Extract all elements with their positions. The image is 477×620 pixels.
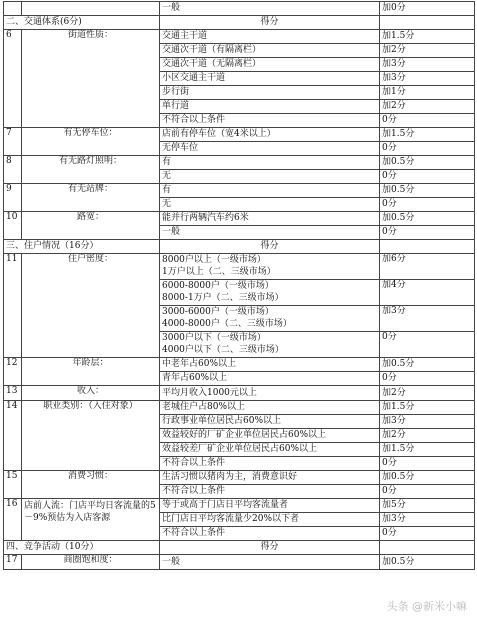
- score-header: 得分: [160, 541, 380, 555]
- score-cell: 加1.5分: [380, 128, 475, 142]
- section-header-row: [4, 16, 475, 30]
- table-row: [4, 30, 475, 44]
- item-label: 职业类别：（入住对象）: [22, 401, 160, 471]
- item-number: 16: [4, 499, 22, 541]
- condition-cell: 行政事业单位居民占60%以上: [160, 415, 380, 429]
- condition-cell: 有: [160, 156, 380, 170]
- condition-cell: 无: [160, 198, 380, 212]
- condition-cell: 无: [160, 170, 380, 184]
- table-row: [4, 128, 475, 142]
- condition-line: 8000-1万户（二、三级市场）: [162, 293, 284, 303]
- condition-cell: 比门店日平均客流量少20%以下者: [160, 513, 380, 527]
- condition-line: 3000户以下（一级市场）: [162, 333, 266, 343]
- section-title: 三、住户情况（16分）: [4, 240, 160, 254]
- table-row: [4, 358, 475, 372]
- table-row: [4, 555, 475, 570]
- item-number: 12: [4, 358, 22, 386]
- item-number: 6: [4, 30, 22, 128]
- condition-cell: [160, 306, 380, 332]
- item-number: 7: [4, 128, 22, 156]
- score-cell: 0分: [380, 457, 475, 471]
- score-cell: 加0.5分: [380, 555, 475, 570]
- score-cell: 加1.5分: [380, 443, 475, 457]
- condition-cell: 交通主干道: [160, 30, 380, 44]
- score-cell: 加3分: [380, 72, 475, 86]
- item-number: 13: [4, 386, 22, 401]
- condition-cell: 生活习惯以猪肉为主，消费意识好: [160, 471, 380, 485]
- score-cell: 0分: [380, 485, 475, 499]
- score-cell: 加2分: [380, 386, 475, 401]
- score-header: 得分: [160, 16, 380, 30]
- condition-cell: 有: [160, 184, 380, 198]
- table-row: [4, 184, 475, 198]
- score-cell: 加0分: [380, 2, 475, 16]
- item-number: [4, 2, 22, 16]
- item-number: 9: [4, 184, 22, 212]
- condition-cell: 老城住户占80%以上: [160, 401, 380, 415]
- blank-cell: [380, 240, 475, 254]
- condition-cell: 一般: [160, 226, 380, 240]
- condition-line: 6000-8000户（一级市场）: [162, 281, 274, 291]
- score-cell: 加3分: [380, 513, 475, 527]
- score-cell: 0分: [380, 372, 475, 386]
- score-cell: 0分: [380, 527, 475, 541]
- blank-cell: [380, 541, 475, 555]
- score-cell: 0分: [380, 142, 475, 156]
- condition-cell: 店前有停车位（宽4米以上）: [160, 128, 380, 142]
- score-cell: 加3分: [380, 306, 475, 332]
- table-row: [4, 499, 475, 513]
- condition-cell: 单行道: [160, 100, 380, 114]
- watermark: 头条 @新米小嘛: [386, 600, 467, 613]
- item-number: 15: [4, 471, 22, 499]
- score-cell: 加0.5分: [380, 184, 475, 198]
- condition-line: 8000户以上（一级市场）: [162, 255, 266, 265]
- condition-cell: [160, 332, 380, 358]
- score-cell: 加4分: [380, 280, 475, 306]
- item-number: 11: [4, 254, 22, 358]
- score-cell: 0分: [380, 198, 475, 212]
- item-label: 收入：: [22, 386, 160, 401]
- score-cell: 加2分: [380, 100, 475, 114]
- score-cell: 加0.5分: [380, 156, 475, 170]
- table-row: [4, 401, 475, 415]
- condition-cell: 交通次干道（无隔离栏）: [160, 58, 380, 72]
- score-cell: 加0.5分: [380, 471, 475, 485]
- condition-cell: 交通次干道（有隔离栏）: [160, 44, 380, 58]
- condition-line: 1万户以上（二、三级市场）: [162, 267, 276, 277]
- table-row: [4, 254, 475, 280]
- item-label: 街道性质：: [22, 30, 160, 128]
- item-label: 年龄层：: [22, 358, 160, 386]
- table-row: [4, 386, 475, 401]
- condition-cell: 效益较差厂矿企业单位居民占60%以上: [160, 443, 380, 457]
- score-cell: 加0.5分: [380, 212, 475, 226]
- score-cell: 加0.5分: [380, 358, 475, 372]
- item-label: 店前人流：门店平均日客流量的5－9%预估为入店客源: [22, 499, 160, 541]
- table-row: [4, 2, 475, 16]
- item-label: 有无站牌：: [22, 184, 160, 212]
- condition-cell: [160, 254, 380, 280]
- condition-line: 4000-8000户（二、三级市场）: [162, 319, 292, 329]
- condition-line: 3000-6000户（一级市场）: [162, 307, 274, 317]
- condition-cell: 效益较好的厂矿企业单位居民占60%以上: [160, 429, 380, 443]
- item-label: 路宽：: [22, 212, 160, 240]
- condition-cell: 不符合以上条件: [160, 114, 380, 128]
- item-label: 有无停车位：: [22, 128, 160, 156]
- condition-cell: 步行街: [160, 86, 380, 100]
- table-row: [4, 471, 475, 485]
- condition-cell: 不符合以上条件: [160, 457, 380, 471]
- condition-cell: 一般: [160, 2, 380, 16]
- item-label: 住户密度：: [22, 254, 160, 358]
- condition-cell: 能并行两辆汽车约6米: [160, 212, 380, 226]
- section-title: 二、交通体系(6分): [4, 16, 160, 30]
- condition-cell: 中老年占60%以上: [160, 358, 380, 372]
- condition-cell: 不符合以上条件: [160, 485, 380, 499]
- item-number: 17: [4, 555, 22, 570]
- score-cell: 加1分: [380, 86, 475, 100]
- item-number: 14: [4, 401, 22, 471]
- condition-cell: [160, 280, 380, 306]
- condition-cell: 等于或高于门店日平均客流量者: [160, 499, 380, 513]
- score-header: 得分: [160, 240, 380, 254]
- item-number: 10: [4, 212, 22, 240]
- item-label: 消费习惯：: [22, 471, 160, 499]
- score-cell: 0分: [380, 114, 475, 128]
- score-cell: 0分: [380, 170, 475, 184]
- item-number: 8: [4, 156, 22, 184]
- condition-cell: 小区交通主干道: [160, 72, 380, 86]
- score-cell: 加5分: [380, 499, 475, 513]
- section-title: 四、竞争活动（10分）: [4, 541, 160, 555]
- section-header-row: [4, 541, 475, 555]
- condition-cell: 青年占60%以上: [160, 372, 380, 386]
- score-cell: 0分: [380, 332, 475, 358]
- table-row: [4, 156, 475, 170]
- score-cell: 加3分: [380, 415, 475, 429]
- item-label: 商圈饱和度：: [22, 555, 160, 570]
- score-cell: 加2分: [380, 429, 475, 443]
- score-cell: 加1.5分: [380, 401, 475, 415]
- condition-cell: 无停车位: [160, 142, 380, 156]
- score-cell: 加1.5分: [380, 30, 475, 44]
- condition-line: 4000户以下（二、三级市场）: [162, 345, 284, 355]
- blank-cell: [380, 16, 475, 30]
- item-label: [22, 2, 160, 16]
- condition-cell: 不符合以上条件: [160, 527, 380, 541]
- score-cell: 加2分: [380, 44, 475, 58]
- score-cell: 加6分: [380, 254, 475, 280]
- section-header-row: [4, 240, 475, 254]
- table-row: [4, 212, 475, 226]
- scoring-table: [3, 1, 475, 570]
- item-label: 有无路灯照明：: [22, 156, 160, 184]
- condition-cell: 一般: [160, 555, 380, 570]
- score-cell: 加3分: [380, 58, 475, 72]
- condition-cell: 平均月收入1000元以上: [160, 386, 380, 401]
- score-cell: 0分: [380, 226, 475, 240]
